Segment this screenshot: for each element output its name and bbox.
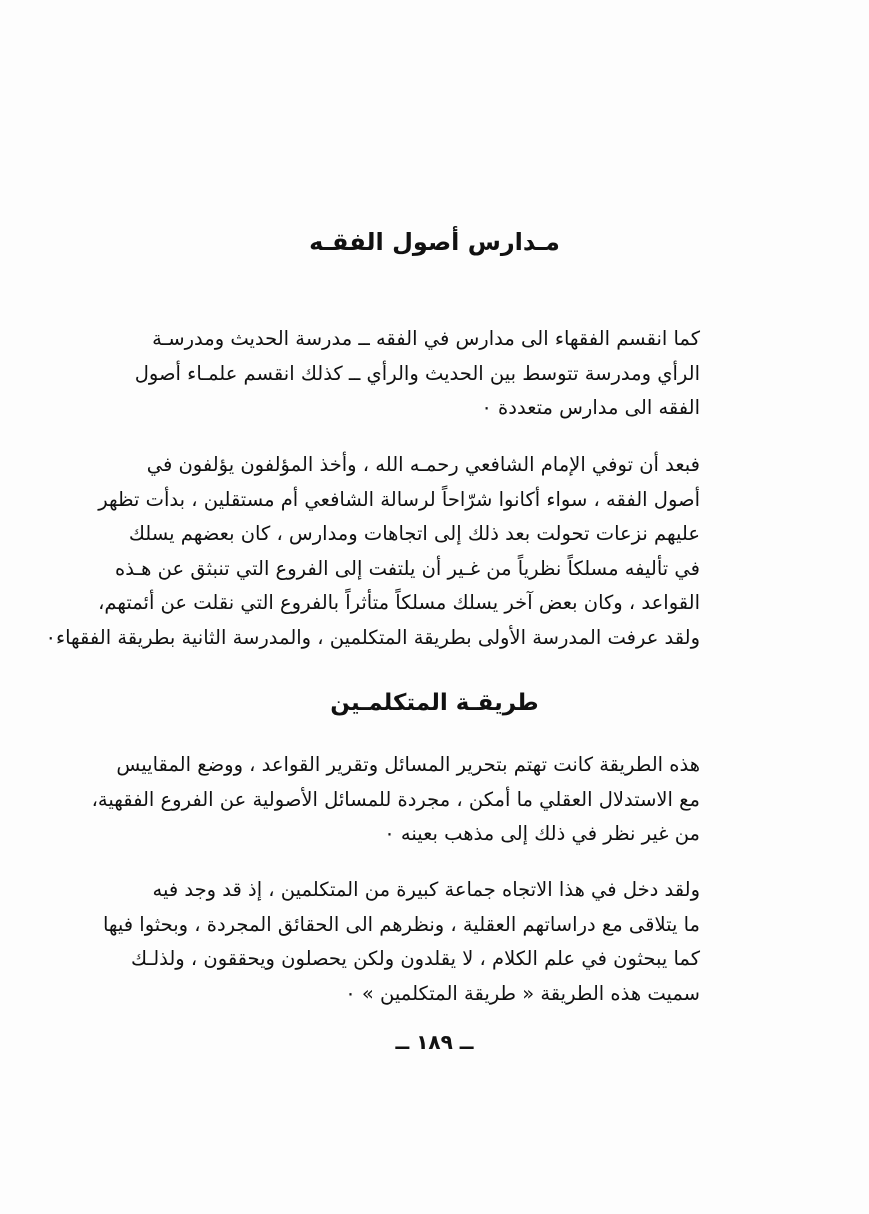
chapter-heading: مـدارس أصول الفقـه xyxy=(309,228,560,256)
text-line: ما يتلاقى مع دراساتهم العقلية ، ونظرهم الى الحقائق المجردة ، وبحثوا فيها xyxy=(102,912,700,936)
text-line: أصول الفقه ، سواء أكانوا شرّاحاً لرسالة الشافعي أم مستقلين ، بدأت تظهر xyxy=(98,487,700,511)
text-line: ولقد عرفت المدرسة الأولى بطريقة المتكلمين ، والمدرسة الثانية بطريقة الفقهاء٠ xyxy=(45,625,700,649)
text-line: القواعد ، وكان بعض آخر يسلك مسلكاً متأثراً بالفروع التي نقلت عن أئمتهم، xyxy=(98,591,700,614)
text-line: من غير نظر في ذلك إلى مذهب بعينه ٠ xyxy=(384,822,700,845)
text-line: مع الاستدلال العقلي ما أمكن ، مجردة للمسائل الأصولية عن الفروع الفقهية، xyxy=(91,787,700,811)
text-line: سميت هذه الطريقة « طريقة المتكلمين » ٠ xyxy=(345,981,700,1005)
paragraph-1 xyxy=(134,322,700,426)
paragraph-4 xyxy=(102,873,700,1011)
page-number: ــ ١٨٩ ــ xyxy=(395,1030,474,1054)
paragraph-2 xyxy=(45,448,700,655)
text-line: ولقد دخل في هذا الاتجاه جماعة كبيرة من المتكلمين ، إذ قد وجد فيه xyxy=(152,878,700,901)
text-line: كما انقسم الفقهاء الى مدارس في الفقه ــ مدرسة الحديث ومدرسـة xyxy=(152,327,700,350)
text-line: الفقه الى مدارس متعددة ٠ xyxy=(481,396,700,419)
text-line: هذه الطريقة كانت تهتم بتحرير المسائل وتقرير القواعد ، ووضع المقاييس xyxy=(116,753,700,776)
text-line: كما يبحثون في علم الكلام ، لا يقلدون ولكن يحصلون ويحققون ، ولذلـك xyxy=(131,947,700,970)
text-line: عليهم نزعات تحولت بعد ذلك إلى اتجاهات ومدارس ، كان بعضهم يسلك xyxy=(128,522,700,545)
text-line: الرأي ومدرسة تتوسط بين الحديث والرأي ــ كذلك انقسم علمـاء أصول xyxy=(134,361,700,385)
paragraph-3 xyxy=(91,748,700,852)
section-subheading: طريقـة المتكلمـين xyxy=(330,690,539,716)
text-line: في تأليفه مسلكاً نظرياً من غـير أن يلتفت إلى الفروع التي تنبثق عن هـذه xyxy=(115,556,700,580)
text-line: فبعد أن توفي الإمام الشافعي رحمـه الله ، وأخذ المؤلفون يؤلفون في xyxy=(146,453,700,476)
